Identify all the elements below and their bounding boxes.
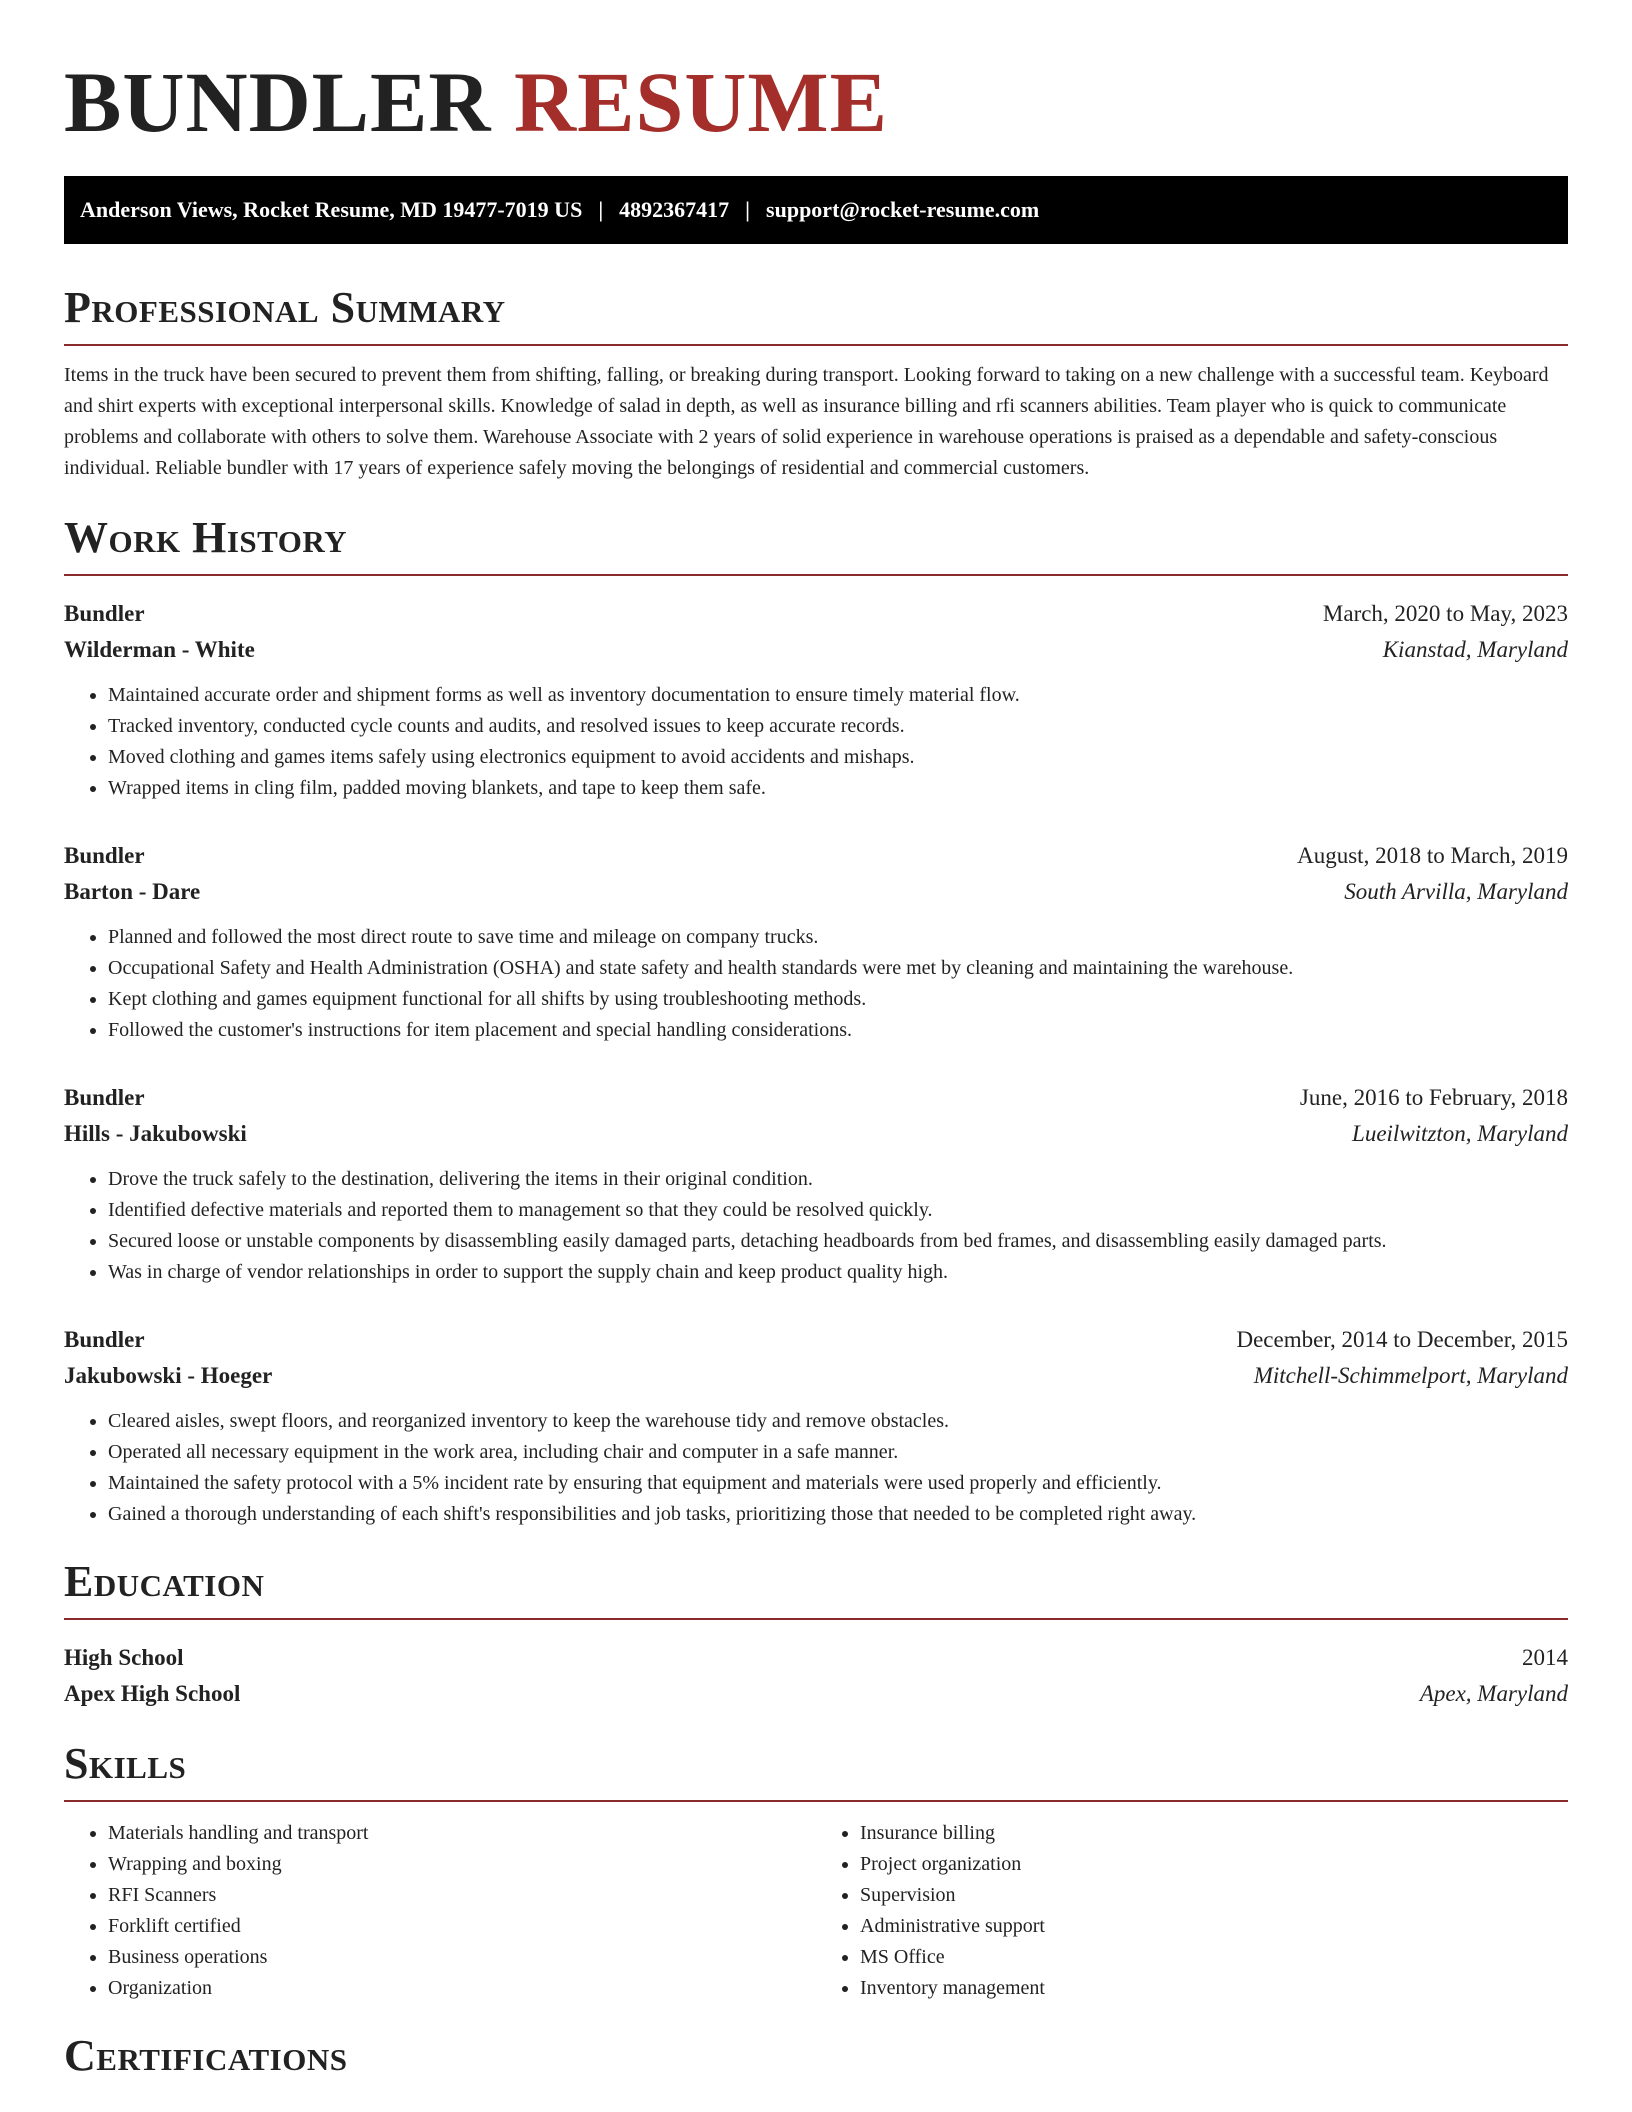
skills-column-left	[64, 1818, 816, 2004]
section-title-work: Work History	[64, 513, 348, 562]
skill-item: • Inventory management	[860, 1973, 1568, 2004]
skill-item: • Project organization	[860, 1849, 1568, 1880]
job-entry	[64, 838, 1568, 1046]
job-bullet: • Tracked inventory, conducted cycle counts and audits, and resolved issues to keep accurate records.	[108, 711, 1568, 742]
certifications-section	[64, 2030, 1568, 2082]
job-role: Bundler	[64, 843, 145, 868]
contact-separator: |	[745, 197, 751, 222]
job-location: Lueilwitzton, Maryland	[1352, 1121, 1568, 1146]
section-divider	[64, 1618, 1568, 1620]
job-location: Mitchell-Schimmelport, Maryland	[1253, 1363, 1568, 1388]
job-bullet: • Planned and followed the most direct route to save time and mileage on company trucks.	[108, 922, 1568, 953]
skill-item: • Forklift certified	[108, 1911, 816, 1942]
name-last: RESUME	[514, 54, 888, 150]
job-dates: August, 2018 to March, 2019	[1297, 843, 1568, 868]
job-company: Barton - Dare	[64, 879, 201, 904]
job-location: South Arvilla, Maryland	[1344, 879, 1568, 904]
job-bullets	[64, 680, 1568, 804]
job-role: Bundler	[64, 1327, 145, 1352]
job-bullet: • Cleared aisles, swept floors, and reorganized inventory to keep the warehouse tidy and remove obstacles.	[108, 1406, 1568, 1437]
skill-item: • MS Office	[860, 1942, 1568, 1973]
job-bullets	[64, 1164, 1568, 1288]
job-dates: March, 2020 to May, 2023	[1322, 601, 1568, 626]
job-dates: December, 2014 to December, 2015	[1236, 1327, 1568, 1352]
section-title-education: Education	[64, 1557, 265, 1606]
job-bullet: • Followed the customer's instructions for item placement and special handling considerations.	[108, 1015, 1568, 1046]
section-title-certifications: Certifications	[64, 2031, 348, 2080]
skill-item: • Administrative support	[860, 1911, 1568, 1942]
job-role: Bundler	[64, 601, 145, 626]
job-role: Bundler	[64, 1085, 145, 1110]
job-bullet: • Maintained accurate order and shipment forms as well as inventory documentation to ensure timely material flow.	[108, 680, 1568, 711]
job-bullet: • Drove the truck safely to the destination, delivering the items in their original condition.	[108, 1164, 1568, 1195]
skill-item: • Supervision	[860, 1880, 1568, 1911]
summary-section	[64, 282, 1568, 484]
section-title-skills: Skills	[64, 1739, 187, 1788]
skills-columns	[64, 1818, 1568, 2004]
job-bullets	[64, 922, 1568, 1046]
education-school: Apex High School	[64, 1681, 241, 1706]
job-bullet: • Kept clothing and games equipment functional for all shifts by using troubleshooting methods.	[108, 984, 1568, 1015]
contact-address: Anderson Views, Rocket Resume, MD 19477-7019 US	[80, 197, 583, 222]
job-company: Jakubowski - Hoeger	[64, 1363, 273, 1388]
job-bullet: • Operated all necessary equipment in the work area, including chair and computer in a safe manner.	[108, 1437, 1568, 1468]
education-section	[64, 1556, 1568, 1712]
job-entry	[64, 1080, 1568, 1288]
skill-item: • Business operations	[108, 1942, 816, 1973]
job-bullets	[64, 1406, 1568, 1530]
skill-item: • Organization	[108, 1973, 816, 2004]
job-dates: June, 2016 to February, 2018	[1299, 1085, 1568, 1110]
job-bullet: • Occupational Safety and Health Administration (OSHA) and state safety and health standards were met by cleaning and maintaining the warehouse.	[108, 953, 1568, 984]
skills-column-right	[816, 1818, 1568, 2004]
skill-item: • Wrapping and boxing	[108, 1849, 816, 1880]
skill-item: • RFI Scanners	[108, 1880, 816, 1911]
resume-name	[64, 52, 1568, 152]
contact-bar	[64, 176, 1568, 244]
job-location: Kianstad, Maryland	[1382, 637, 1568, 662]
job-bullet: • Secured loose or unstable components by disassembling easily damaged parts, detaching headboards from bed frames, and disassembling easily damaged parts.	[108, 1226, 1568, 1257]
contact-phone: 4892367417	[619, 197, 730, 222]
job-bullet: • Was in charge of vendor relationships in order to support the supply chain and keep product quality high.	[108, 1257, 1568, 1288]
section-title-summary: Professional Summary	[64, 283, 506, 332]
name-first: BUNDLER	[64, 54, 492, 150]
education-degree: High School	[64, 1645, 184, 1670]
skill-item: • Insurance billing	[860, 1818, 1568, 1849]
skills-section	[64, 1738, 1568, 2004]
job-bullet: • Moved clothing and games items safely using electronics equipment to avoid accidents and mishaps.	[108, 742, 1568, 773]
job-bullet: • Wrapped items in cling film, padded moving blankets, and tape to keep them safe.	[108, 773, 1568, 804]
education-entry	[64, 1640, 1568, 1712]
job-bullet: • Gained a thorough understanding of each shift's responsibilities and job tasks, prioritizing those that needed to be completed right away.	[108, 1499, 1568, 1530]
education-location: Apex, Maryland	[1419, 1681, 1568, 1706]
job-company: Wilderman - White	[64, 637, 255, 662]
work-history-section	[64, 512, 1568, 1530]
job-bullet: • Maintained the safety protocol with a 5% incident rate by ensuring that equipment and materials were used properly and efficiently.	[108, 1468, 1568, 1499]
summary-text: Items in the truck have been secured to prevent them from shifting, falling, or breaking during transport. Looking forward to taking on a new challenge with a successful team. Keyboard and shirt experts with exceptional interpersonal skills. Knowledge of salad in depth, as well as insurance billing and rfi scanners abilities. Team player who is quick to communicate problems and collaborate with others to solve them. Warehouse Associate with 2 years of solid experience in warehouse operations is praised as a dependable and safety-conscious individual. Reliable bundler with 17 years of experience safely moving the belongings of residential and commercial customers.	[64, 364, 1549, 479]
contact-email: support@rocket-resume.com	[766, 197, 1040, 222]
job-entry	[64, 596, 1568, 804]
job-company: Hills - Jakubowski	[64, 1121, 247, 1146]
job-entry	[64, 1322, 1568, 1530]
section-divider	[64, 1800, 1568, 1802]
job-bullet: • Identified defective materials and reported them to management so that they could be resolved quickly.	[108, 1195, 1568, 1226]
education-year: 2014	[1522, 1645, 1568, 1670]
section-divider	[64, 574, 1568, 576]
section-divider	[64, 344, 1568, 346]
skill-item: • Materials handling and transport	[108, 1818, 816, 1849]
contact-separator: |	[598, 197, 604, 222]
